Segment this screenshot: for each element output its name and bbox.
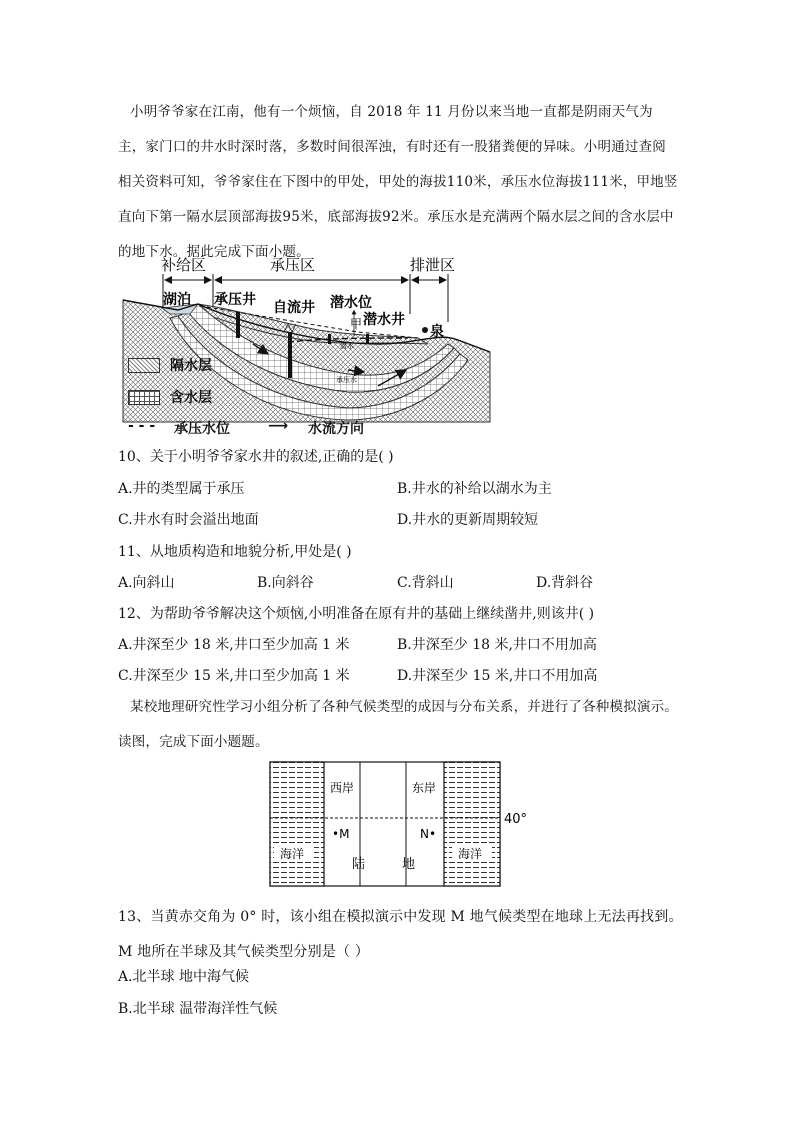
intro-paragraph-2: 某校地理研究性学习小组分析了各种气候类型的成因与分布关系，并进行了各种模拟演示。读图，完成下面小题题。: [118, 699, 678, 750]
q10-option-d[interactable]: D.井水的更新周期较短: [397, 512, 539, 528]
confined-water-label: 承压水: [336, 376, 357, 384]
legend-aquiclude: 隔水层: [170, 358, 212, 374]
intro-paragraph-1: 小明爷爷家在江南，他有一个烦恼，自 2018 年 11 月份以来当地一直都是阴雨天气为主，家门口的井水时深时落，多数时间很浑浊，有时还有一股猪粪便的异味。小明通过查阅相关资料可知，爷爷家住在下图中的甲处，甲处的海拔110米，承压水位海拔111米，甲地竖直向下第一隔水层顶部海拔95米，底部海拔92米。承压水是充满两个隔水层之间的含水层中的地下水。据此完成下面小题。: [118, 104, 678, 260]
water-table-label: 潜水位: [330, 295, 372, 311]
spring-label: 泉: [430, 324, 444, 340]
q11-stem: 11、从地质构造和地貌分析,甲处是( ): [118, 544, 352, 560]
land-label-2: 地: [402, 857, 416, 872]
groundwater-diagram: [118, 252, 498, 442]
q11-option-d[interactable]: D.背斜谷: [536, 575, 594, 591]
west-coast-label: 西岸: [330, 781, 355, 795]
q10-option-a[interactable]: A.井的类型属于承压: [118, 481, 245, 497]
lake-label: 湖泊: [163, 292, 191, 308]
q12-option-c[interactable]: C.井深至少 15 米,井口至少加高 1 米: [118, 668, 350, 684]
zone-recharge-label: 补给区: [161, 256, 207, 274]
q12-stem: 12、为帮助爷爷解决这个烦恼,小明准备在原有井的基础上继续凿井,则该井( ): [118, 606, 595, 622]
q12-option-a[interactable]: A.井深至少 18 米,井口至少加高 1 米: [118, 637, 350, 653]
point-n-label: N•: [420, 827, 437, 841]
latitude-label: 40°: [504, 812, 528, 827]
q12-option-d[interactable]: D.井深至少 15 米,井口不用加高: [397, 668, 598, 684]
east-coast-label: 东岸: [412, 781, 437, 795]
zone-discharge-label: 排泄区: [410, 256, 456, 274]
legend-pressure-level: 承压水位: [174, 421, 230, 437]
q13-stem: 13、当黄赤交角为 0° 时，该小组在模拟演示中发现 M 地气候类型在地球上无法再找到。M 地所在半球及其气候类型分别是（ ）: [118, 909, 683, 960]
q13-option-a[interactable]: A.北半球 地中海气候: [118, 969, 250, 985]
phreatic-water-label: 潜水: [340, 342, 354, 350]
q11-option-a[interactable]: A.向斜山: [118, 575, 175, 591]
ocean-right-label: 海洋: [458, 847, 483, 861]
q12-option-b[interactable]: B.井深至少 18 米,井口不用加高: [397, 637, 597, 653]
jia-label: 甲: [350, 317, 363, 331]
ocean-left-label: 海洋: [280, 847, 305, 861]
climate-diagram: [268, 760, 538, 890]
artesian-well-label: 承压井: [214, 292, 256, 308]
q10-option-b[interactable]: B.井水的补给以湖水为主: [397, 481, 552, 497]
q11-option-b[interactable]: B.向斜谷: [257, 575, 314, 591]
phreatic-well-label: 潜水井: [363, 312, 405, 328]
flowing-well-label: 自流井: [273, 300, 315, 316]
legend-flow-direction: 水流方向: [308, 421, 364, 437]
q10-option-c[interactable]: C.井水有时会溢出地面: [118, 512, 259, 528]
legend-aquifer: 含水层: [170, 390, 212, 406]
point-m-label: •M: [332, 827, 350, 841]
land-label-1: 陆: [352, 857, 366, 872]
q13-option-b[interactable]: B.北半球 温带海洋性气候: [118, 1001, 278, 1017]
q10-stem: 10、关于小明爷爷家水井的叙述,正确的是( ): [118, 449, 394, 465]
q11-option-c[interactable]: C.背斜山: [397, 575, 454, 591]
zone-pressure-label: 承压区: [270, 256, 316, 274]
